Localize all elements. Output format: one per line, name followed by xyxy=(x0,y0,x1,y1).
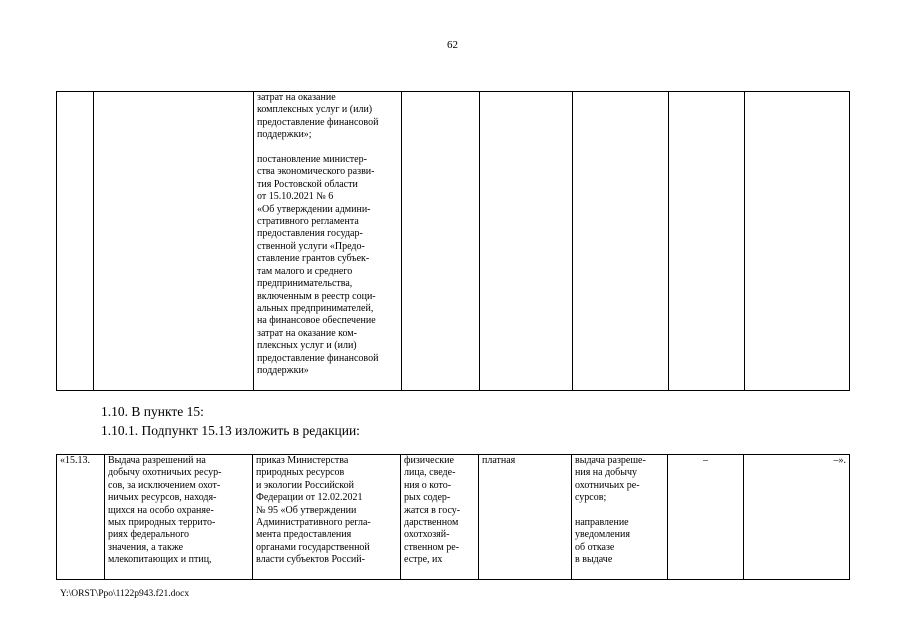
file-path-footer: Y:\ORST\Ppo\1122p943.f21.docx xyxy=(60,589,190,599)
cell-applicants: физические лица, сведе- ния о кото- рых содер- жатся в госу- дарственном охотхозяй- ственном ре- естре, их xyxy=(401,455,479,580)
cell-payment xyxy=(480,92,573,391)
cell-col8: –». xyxy=(744,455,850,580)
cell-service-name: Выдача разрешений на добычу охотничьих ресур- сов, за исключением охот- ничьих ресурсов, находя- щихся на особо охраняе- мых природных террито- риях федерального значения, а также млекопитающих и птиц, xyxy=(105,455,253,580)
table-row xyxy=(57,455,850,580)
cell-legal-basis: затрат на оказание комплексных услуг и (или) предоставление финансовой поддержки»; постановление министер- ства экономического разви- тия Ростовской области от 15.10.2021 № 6 «Об утверждении админи- стративного регламента предоставления государ- ственной услуги «Предо- ставление грантов субъек- там малого и среднего предпринимательства, включенным в реестр соци- альных предпринимателей, на финансовое обеспечение затрат на оказание ком- плексных услуг и (или) предоставление финансовой поддержки» xyxy=(254,92,402,391)
page-number: 62 xyxy=(447,39,458,51)
table-row xyxy=(57,92,850,391)
instruction-paragraph-2: 1.10.1. Подпункт 15.13 изложить в редакции: xyxy=(101,423,360,438)
cell-payment: платная xyxy=(479,455,572,580)
cell-col7 xyxy=(669,92,745,391)
instruction-paragraph-1: 1.10. В пункте 15: xyxy=(101,404,204,419)
cell-applicants xyxy=(402,92,480,391)
cell-col7: – xyxy=(668,455,744,580)
cell-col8 xyxy=(745,92,850,391)
cell-result xyxy=(573,92,669,391)
cell-legal-basis: приказ Министерства природных ресурсов и экологии Российской Федерации от 12.02.2021 № 95 «Об утверждении Административного регла- мента предоставления органами государственной власти субъектов Россий- xyxy=(253,455,401,580)
cell-service-name xyxy=(94,92,254,391)
amended-table xyxy=(56,454,850,580)
cell-result: выдача разреше- ния на добычу охотничьих ре- сурсов; направление уведомления об отказе в выдаче xyxy=(572,455,668,580)
cell-number xyxy=(57,92,94,391)
continuation-table xyxy=(56,91,850,391)
cell-number: «15.13. xyxy=(57,455,105,580)
